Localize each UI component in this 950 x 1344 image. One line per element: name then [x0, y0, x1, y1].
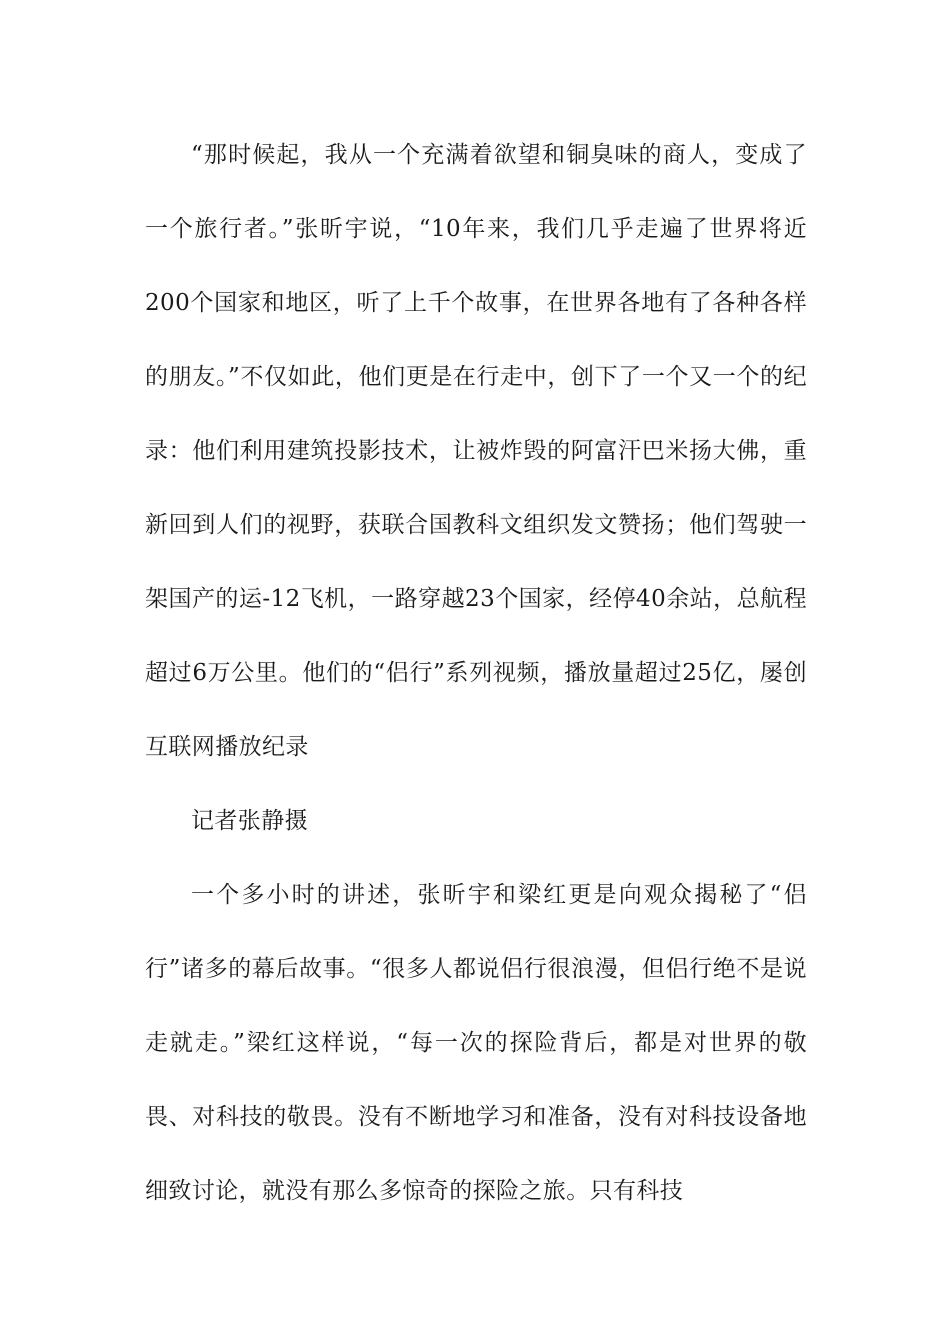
- document-body: [145, 118, 807, 1228]
- paragraph-travel-record: “那时候起，我从一个充满着欲望和铜臭味的商人，变成了一个旅行者。”张昕宇说，“10年来，我们几乎走遍了世界将近200个国家和地区，听了上千个故事，在世界各地有了各种各样的朋友。”不仅如此，他们更是在行走中，创下了一个又一个的纪录：他们利用建筑投影技术，让被炸毁的阿富汗巴米扬大佛，重新回到人们的视野，获联合国教科文组织发文赞扬；他们驾驶一架国产的运-12飞机，一路穿越23个国家，经停40余站，总航程超过6万公里。他们的“侣行”系列视频，播放量超过25亿，屡创互联网播放纪录: [145, 142, 807, 760]
- photo-credit: 记者张静摄: [191, 808, 308, 834]
- paragraph-behind-scenes: 一个多小时的讲述，张昕宇和梁红更是向观众揭秘了“侣行”诸多的幕后故事。“很多人都说侣行很浪漫，但侣行绝不是说走就走。”梁红这样说，“每一次的探险背后，都是对世界的敬畏、对科技的敬畏。没有不断地学习和准备，没有对科技设备地细致讨论，就没有那么多惊奇的探险之旅。只有科技: [145, 882, 807, 1204]
